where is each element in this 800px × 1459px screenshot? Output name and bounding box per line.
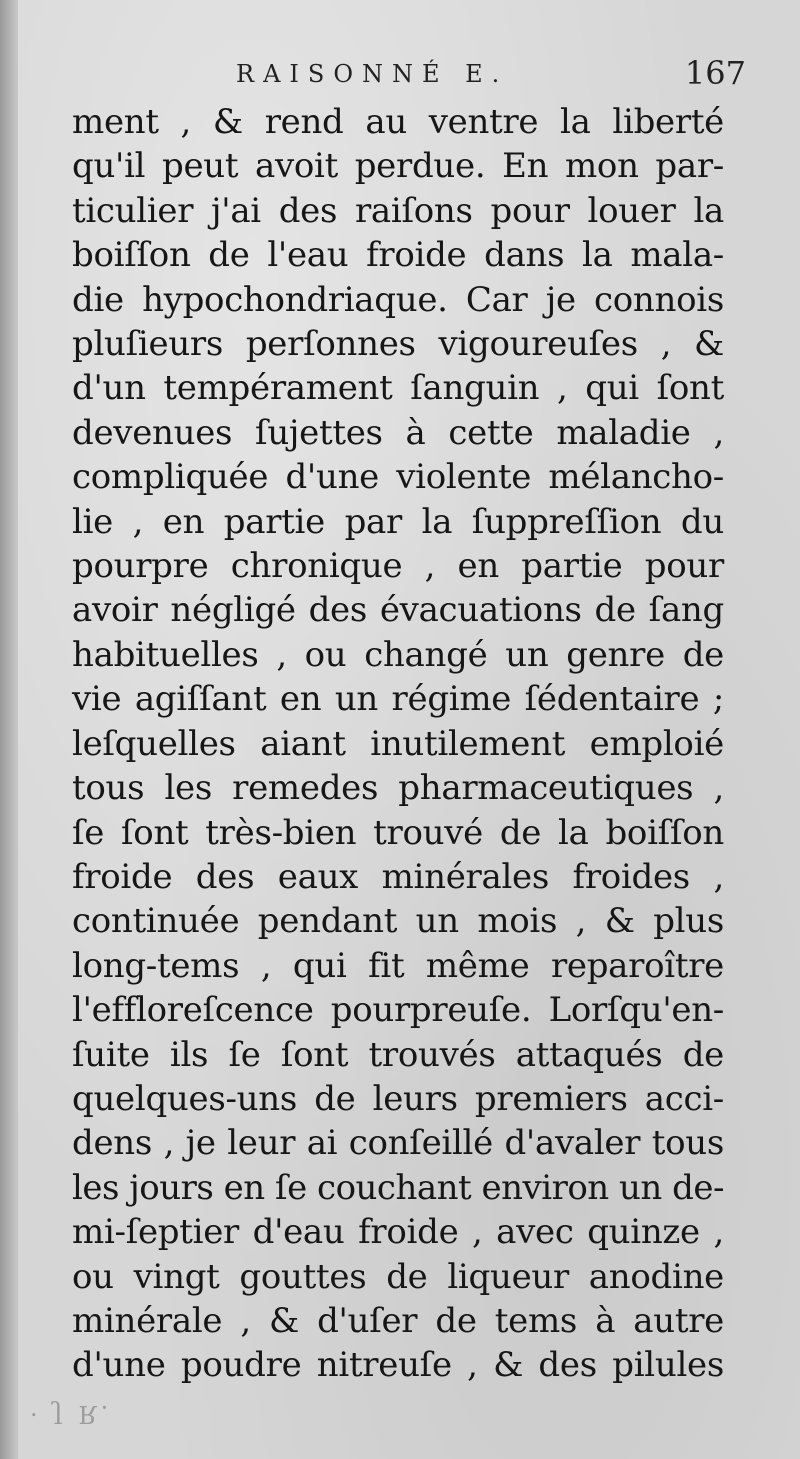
text-line: lie , en partie par la ſuppreſſion du (72, 501, 724, 542)
text-line: vie agiſſant en un régime ſédentaire ; (72, 679, 724, 720)
text-line: continuée pendant un mois , & plus (72, 901, 724, 942)
page-header (236, 54, 746, 98)
text-line: d'une poudre nitreuſe , & des pilules (72, 1345, 724, 1386)
text-line: habituelles , ou changé un genre de (72, 634, 724, 675)
text-line: devenues ſujettes à cette maladie , (72, 412, 724, 453)
bleed-through-text: · J R. (30, 1400, 113, 1428)
running-head: RAISONNÉ E. (236, 60, 509, 88)
text-line: minérale , & d'uſer de tems à autre (72, 1300, 724, 1341)
text-line: qu'il peut avoit perdue. En mon par- (72, 146, 724, 187)
text-line: froide des eaux minérales froides , (72, 856, 724, 897)
body-text (72, 100, 724, 1388)
text-line: die hypochondriaque. Car je connois (72, 279, 724, 320)
text-line: long-tems , qui fit même reparoître (72, 945, 724, 986)
text-line: mi-ſeptier d'eau froide , avec quinze , (72, 1212, 724, 1253)
text-line: tous les remedes pharmaceutiques , (72, 768, 724, 809)
page-gutter-shadow (0, 0, 18, 1459)
page-number: 167 (684, 54, 746, 92)
text-line: d'un tempérament ſanguin , qui ſont (72, 368, 724, 409)
text-line: pourpre chronique , en partie pour (72, 546, 724, 587)
text-line: ment , & rend au ventre la liberté (72, 102, 724, 142)
text-line: quelques-uns de leurs premiers acci- (72, 1078, 724, 1119)
text-line: dens , je leur ai conſeillé d'avaler tous (72, 1123, 724, 1164)
text-line: compliquée d'une violente mélancho- (72, 457, 724, 498)
text-line: les jours en ſe couchant environ un de- (72, 1167, 724, 1208)
text-line: l'effloreſcence pourpreuſe. Lorſqu'en- (72, 990, 724, 1031)
text-line: pluſieurs perſonnes vigoureuſes , & (72, 324, 724, 365)
text-line: ticulier j'ai des raiſons pour louer la (72, 190, 724, 231)
text-line: leſquelles aiant inutilement emploié (72, 723, 724, 764)
text-line: avoir négligé des évacuations de ſang (72, 590, 724, 631)
text-line: ſe ſont très-bien trouvé de la boiſſon (72, 812, 724, 853)
text-line: boiſſon de l'eau froide dans la mala- (72, 235, 724, 276)
text-line: ou vingt gouttes de liqueur anodine (72, 1256, 724, 1297)
text-line: ſuite ils ſe ſont trouvés attaqués de (72, 1034, 724, 1075)
